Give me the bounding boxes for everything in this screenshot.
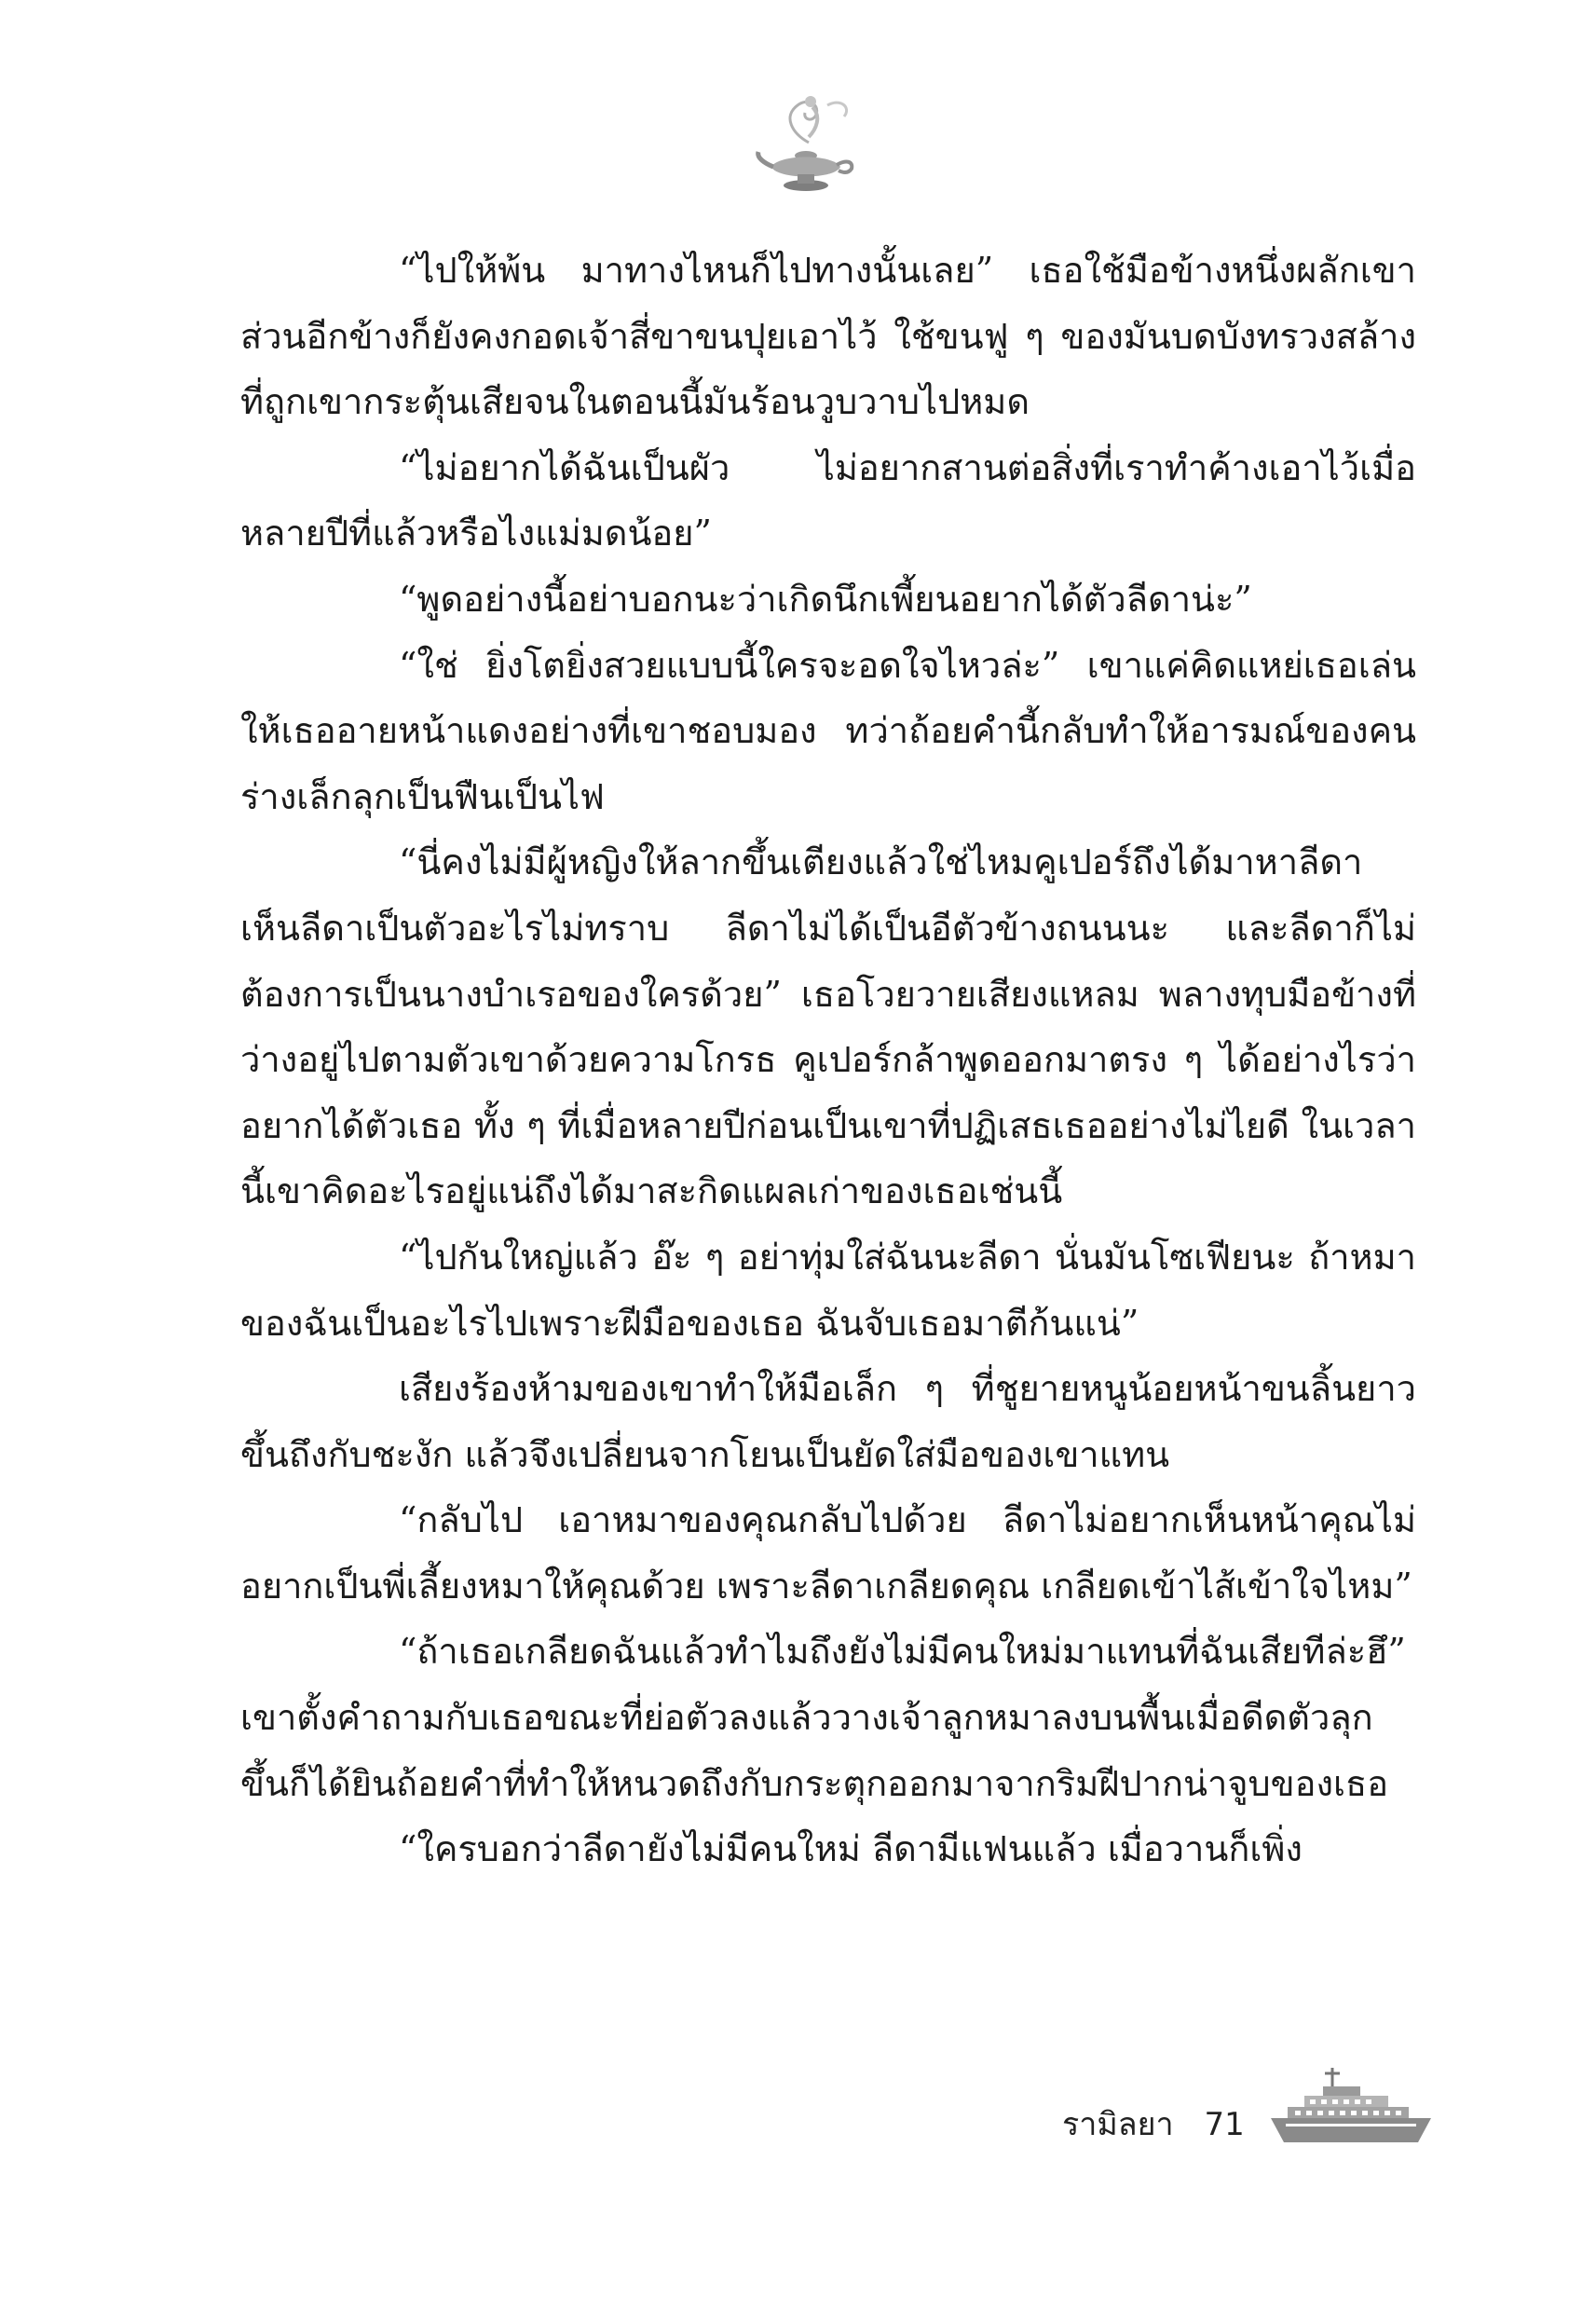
paragraph: “ถ้าเธอเกลียดฉันแล้วทำไมถึงยังไม่มีคนใหม่มาแทนที่ฉันเสียทีล่ะฮึ” เขาตั้งคำถามกับเธอขณะที่ย่อตัวลงแล้ววางเจ้าลูกหมาลงบนพื้นเมื่อดีดตัวลุกขึ้นก็ได้ยินถ้อยคำที่ทำให้หนวดถึงกับกระตุกออกมาจากริมฝีปากน่าจูบของเธอ (240, 1631, 1406, 1804)
genie-lamp-icon (755, 89, 857, 200)
cruise-ship-icon (1267, 2064, 1435, 2148)
paragraph: “ใช่ ยิ่งโตยิ่งสวยแบบนี้ใครจะอดใจไหวล่ะ” เขาแค่คิดแหย่เธอเล่นให้เธออายหน้าแดงอย่างที่เขาชอบมอง ทว่าถ้อยคำนี้กลับทำให้อารมณ์ของคนร่างเล็กลุกเป็นฟืนเป็นไฟ (240, 644, 1416, 817)
paragraph: “นี่คงไม่มีผู้หญิงให้ลากขึ้นเตียงแล้วใช่ไหมคูเปอร์ถึงได้มาหาลีดา เห็นลีดาเป็นตัวอะไรไม่ทราบ ลีดาไม่ได้เป็นอีตัวข้างถนนนะ และลีดาก็ไม่ต้องการเป็นนางบำเรอของใครด้วย” เธอโวยวายเสียงแหลม พลางทุบมือข้างที่ว่างอยู่ไปตามตัวเขาด้วยความโกรธ คูเปอร์กล้าพูดออกมาตรง ๆ ได้อย่างไรว่าอยากได้ตัวเธอ ทั้ง ๆ ที่เมื่อหลายปีก่อนเป็นเขาที่ปฏิเสธเธออย่างไม่ไยดี ในเวลานี้เขาคิดอะไรอยู่แน่ถึงได้มาสะกิดแผลเก่าของเธอเช่นนี้ (240, 841, 1416, 1212)
paragraph: “ไปให้พ้น มาทางไหนก็ไปทางนั้นเลย” เธอใช้มือข้างหนึ่งผลักเขา ส่วนอีกข้างก็ยังคงกอดเจ้าสี่ขาขนปุยเอาไว้ ใช้ขนฟู ๆ ของมันบดบังทรวงสล้างที่ถูกเขากระตุ้นเสียจนในตอนนี้มันร้อนวูบวาบไปหมด (240, 250, 1416, 423)
author-name: รามิลยา (1062, 2106, 1174, 2143)
page-number: 71 (1204, 2106, 1245, 2143)
paragraph: “พูดอย่างนี้อย่าบอกนะว่าเกิดนึกเพี้ยนอยากได้ตัวลีดาน่ะ” (399, 578, 1252, 620)
paragraph: “กลับไป เอาหมาของคุณกลับไปด้วย ลีดาไม่อยากเห็นหน้าคุณไม่อยากเป็นพี่เลี้ยงหมาให้คุณด้วย เพราะลีดาเกลียดคุณ เกลียดเข้าไส้เข้าใจไหม” (240, 1499, 1416, 1607)
body-text (240, 238, 1416, 1882)
paragraph: เสียงร้องห้ามของเขาทำให้มือเล็ก ๆ ที่ชูยายหนูน้อยหน้าขนลิ้นยาวขึ้นถึงกับชะงัก แล้วจึงเปลี่ยนจากโยนเป็นยัดใส่มือของเขาแทน (240, 1368, 1416, 1475)
paragraph: “ไปกันใหญ่แล้ว อ๊ะ ๆ อย่าทุ่มใส่ฉันนะลีดา นั่นมันโซเฟียนะ ถ้าหมาของฉันเป็นอะไรไปเพราะฝีมือของเธอ ฉันจับเธอมาตีก้นแน่” (240, 1236, 1416, 1344)
paragraph: “ไม่อยากได้ฉันเป็นผัว ไม่อยากสานต่อสิ่งที่เราทำค้างเอาไว้เมื่อหลายปีที่แล้วหรือไงแม่มดน้อย” (240, 446, 1416, 554)
paragraph: “ใครบอกว่าลีดายังไม่มีคนใหม่ ลีดามีแฟนแล้ว เมื่อวานก็เพิ่ง (399, 1828, 1303, 1870)
page-footer (1062, 2097, 1245, 2153)
